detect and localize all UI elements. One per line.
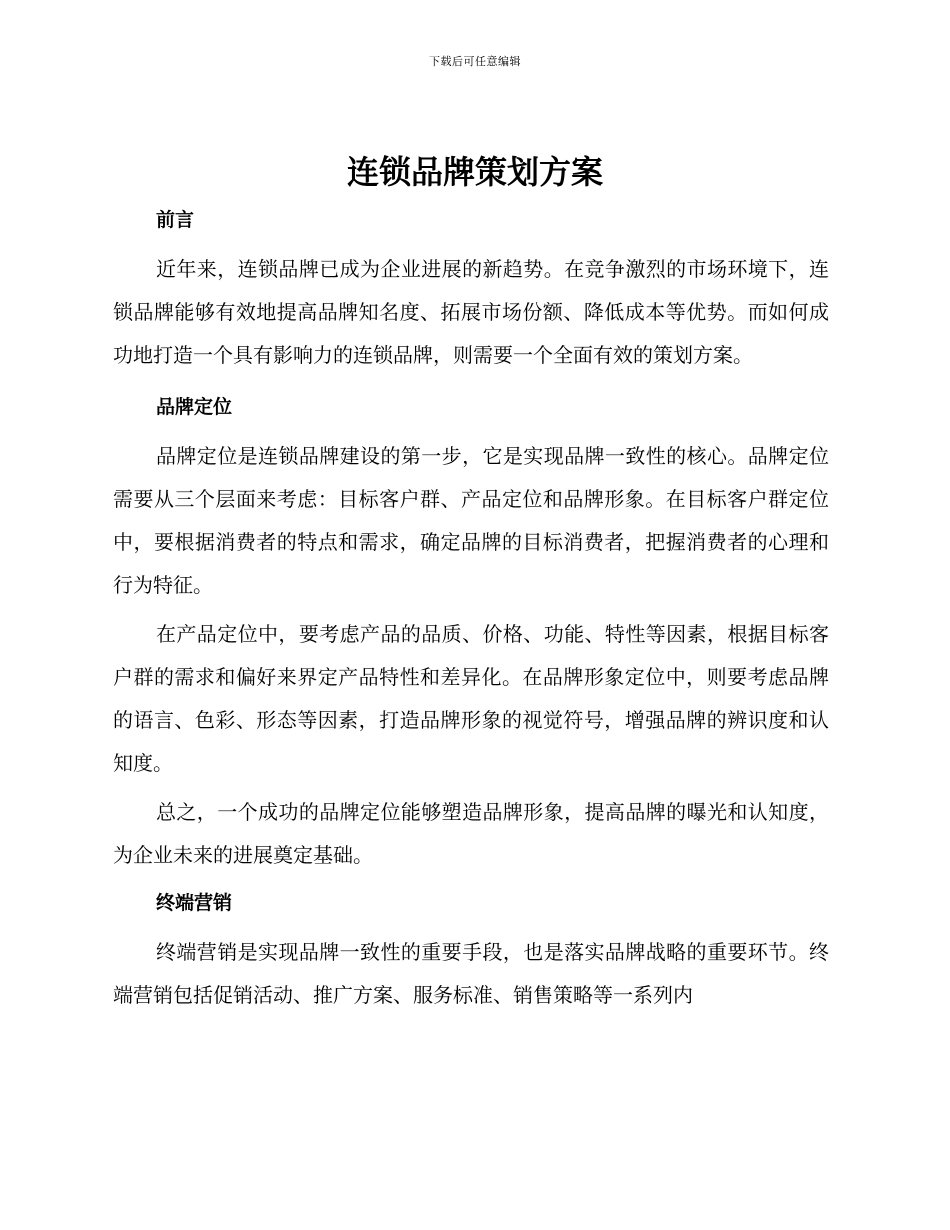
section-terminal-marketing [113,883,829,1017]
section-heading: 终端营销 [156,892,233,914]
section-preface [113,200,829,377]
paragraph: 终端营销是实现品牌一致性的重要手段，也是落实品牌战略的重要环节。终端营销包括促销活动、推广方案、服务标准、销售策略等一系列内 [113,940,829,1007]
section-brand-positioning [113,387,829,877]
paragraph: 近年来，连锁品牌已成为企业进展的新趋势。在竞争激烈的市场环境下，连锁品牌能够有效地提高品牌知名度、拓展市场份额、降低成本等优势。而如何成功地打造一个具有影响力的连锁品牌，则需要一个全面有效的策划方案。 [113,257,829,367]
document-body [113,200,829,1023]
paragraph: 在产品定位中，要考虑产品的品质、价格、功能、特性等因素，根据目标客户群的需求和偏好来界定产品特性和差异化。在品牌形象定位中，则要考虑品牌的语言、色彩、形态等因素，打造品牌形象的视觉符号，增强品牌的辨识度和认知度。 [113,622,829,775]
page-header-note: 下载后可任意编辑 [429,55,521,68]
document-title: 连锁品牌策划方案 [346,153,603,191]
section-heading: 品牌定位 [156,396,233,418]
section-heading: 前言 [156,209,195,231]
paragraph: 品牌定位是连锁品牌建设的第一步，它是实现品牌一致性的核心。品牌定位需要从三个层面来考虑：目标客户群、产品定位和品牌形象。在目标客户群定位中，要根据消费者的特点和需求，确定品牌的目标消费者，把握消费者的心理和行为特征。 [113,444,829,597]
paragraph: 总之，一个成功的品牌定位能够塑造品牌形象，提高品牌的曝光和认知度，为企业未来的进展奠定基础。 [113,800,829,867]
